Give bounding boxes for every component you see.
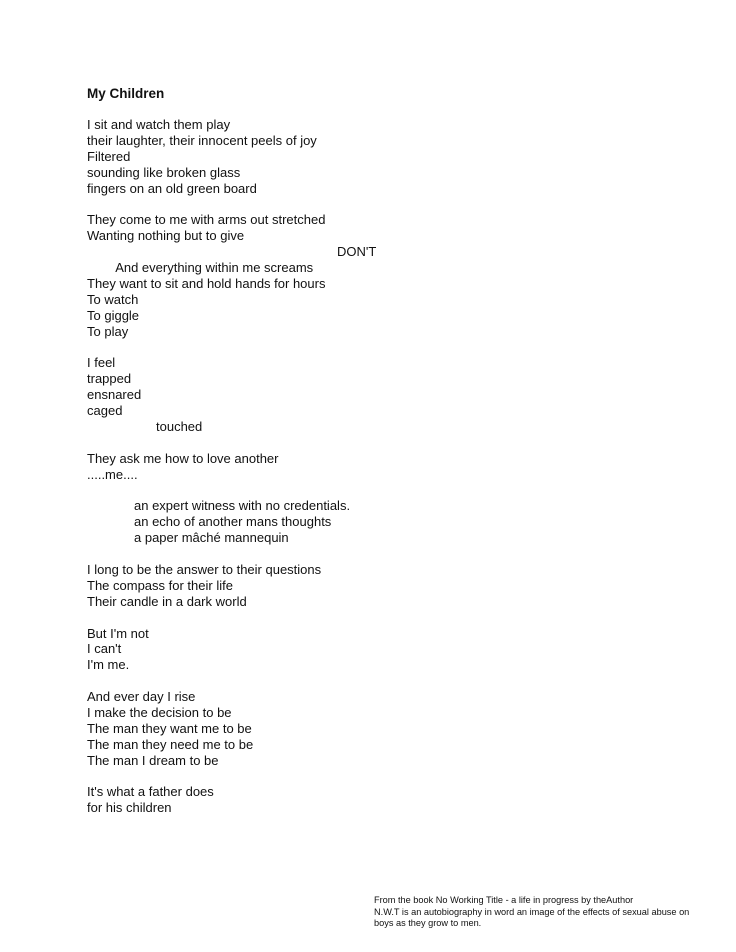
poem-body	[87, 117, 377, 816]
poem-line: I'm me.	[87, 657, 130, 673]
poem-line: They come to me with arms out stretched	[87, 212, 326, 228]
stanza-5	[87, 451, 350, 546]
footer-line: boys as they grow to men.	[374, 918, 482, 928]
footer-line: N.W.T is an autobiography in word an image of the effects of sexual abuse on	[374, 906, 690, 917]
poem-line: trapped	[87, 371, 132, 387]
poem-line: To play	[87, 323, 129, 339]
poem-line: And ever day I rise	[87, 689, 196, 705]
poem-line: It's what a father does	[87, 784, 214, 800]
poem-line: sounding like broken glass	[87, 164, 241, 180]
poem-line: I long to be the answer to their questions	[87, 561, 322, 577]
stanza-3	[87, 276, 350, 340]
poem-line: Wanting nothing but to give	[87, 228, 245, 244]
poem-title: My Children	[87, 86, 165, 101]
poem-line-text: And everything within me screams	[115, 260, 314, 276]
stanza-4	[87, 355, 350, 434]
stanza-7	[87, 626, 350, 674]
footer-line: From the book No Working Title - a life in progress by theAuthor	[374, 895, 634, 905]
poem-line: fingers on an old green board	[87, 180, 257, 196]
poem-line: But I'm not	[87, 625, 149, 641]
poem-line: The compass for their life	[87, 577, 233, 593]
stanza-9	[87, 784, 350, 816]
stanza-2	[87, 212, 377, 276]
poem-line: their laughter, their innocent peels of joy	[87, 132, 317, 148]
poem-line: caged	[87, 403, 123, 419]
poem-line: Filtered	[87, 148, 131, 164]
poem-line: I feel	[87, 355, 116, 371]
poem-line: To watch	[87, 291, 139, 307]
poem-line: The man they need me to be	[87, 736, 254, 752]
poem-line: The man I dream to be	[87, 752, 219, 768]
poem-line-with-shout	[87, 244, 377, 276]
poem-line: .....me....	[87, 466, 138, 482]
poem-line: To giggle	[87, 307, 140, 323]
poem-line: The man they want me to be	[87, 720, 252, 736]
poem-line: I sit and watch them play	[87, 117, 231, 132]
poem-line-indented: touched	[156, 418, 203, 434]
poem-line: Their candle in a dark world	[87, 593, 247, 609]
poem-line: They want to sit and hold hands for hours	[87, 275, 326, 291]
poem-line: I make the decision to be	[87, 704, 232, 720]
poem-line-indented: an expert witness with no credentials.	[134, 498, 351, 514]
poem-line: ensnared	[87, 387, 142, 403]
poem-line: I can't	[87, 641, 122, 657]
poem-line: They ask me how to love another	[87, 450, 279, 466]
stanza-1	[87, 117, 350, 196]
shout-word: DON'T	[337, 244, 377, 260]
poem-line-indented: an echo of another mans thoughts	[134, 514, 332, 530]
poem-line-indented: a paper mâché mannequin	[134, 530, 289, 546]
stanza-8	[87, 689, 350, 768]
poem-line: for his children	[87, 800, 172, 816]
footer-note	[374, 895, 689, 930]
stanza-6	[87, 562, 350, 610]
